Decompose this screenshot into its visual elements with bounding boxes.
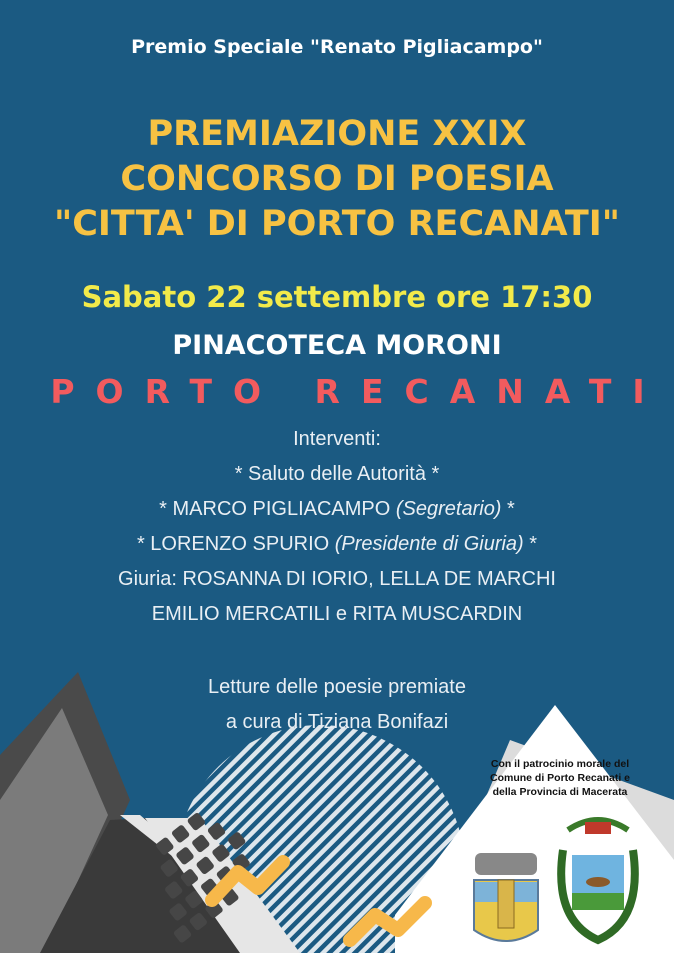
program-item-1: * Saluto delle Autorità * [234,463,440,485]
speaker-role: (Presidente di Giuria) [334,533,524,555]
title-line-1: PREMIAZIONE XXIX [147,114,527,154]
readings-line-1: Letture delle poesie premiate [208,676,466,698]
speaker-name: * LORENZO SPURIO [136,533,335,555]
program-heading: Interventi: [293,428,381,450]
patronage-line: della Provincia di Macerata [492,786,628,798]
title-line-2: CONCORSO DI POESIA [120,159,554,199]
patronage-line: Con il patrocinio morale del [490,758,630,770]
program-item-3 [0,533,674,556]
award-name: Premio Speciale "Renato Pigliacampo" [131,36,543,58]
comune-porto-recanati-crest-icon [474,853,538,941]
patronage-line: Comune di Porto Recanati e [489,772,631,784]
jury-line-2: EMILIO MERCATILI e RITA MUSCARDIN [151,603,523,625]
asterisk: * [501,498,515,520]
event-city: PORTO RECANATI [50,372,666,411]
title-line-3: "CITTA' DI PORTO RECANATI" [53,204,621,244]
asterisk: * [523,533,538,555]
program-item-2 [0,498,674,521]
speaker-role: (Segretario) [395,498,502,520]
readings-line-2: a cura di Tiziana Bonifazi [225,711,449,733]
speaker-name: * MARCO PIGLIACAMPO [159,498,396,520]
event-venue: PINACOTECA MORONI [172,330,502,361]
event-date: Sabato 22 settembre ore 17:30 [81,280,593,314]
patronage-note [480,757,640,799]
jury-line-1: Giuria: ROSANNA DI IORIO, LELLA DE MARCHI [118,568,556,590]
